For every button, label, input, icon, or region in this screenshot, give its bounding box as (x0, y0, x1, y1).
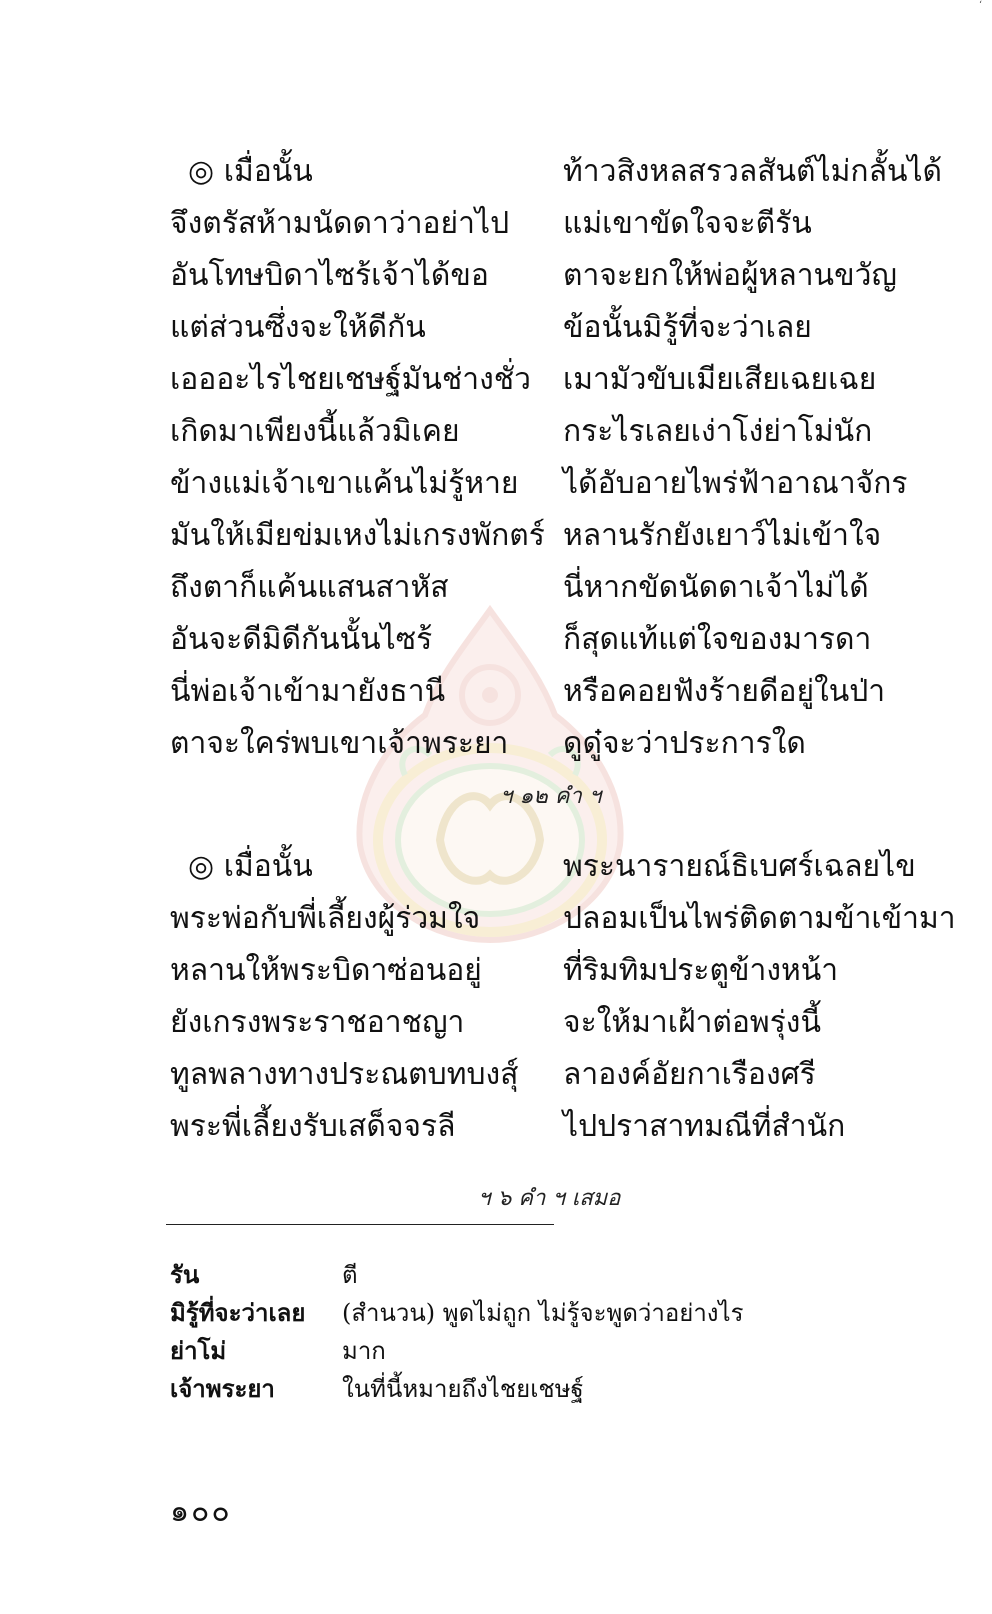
glossary-term: ย่าโม่ (170, 1336, 227, 1365)
glossary-definition: ตี (342, 1261, 358, 1289)
verse-line (170, 302, 930, 354)
verse-left: ◎ เมื่อนั้น (188, 154, 313, 189)
verse-right: ท้าวสิงหลสรวลสันต์ไม่กลั้นได้ (563, 154, 943, 189)
verse-left: ข้างแม่เจ้าเขาแค้นไม่รู้หาย (170, 466, 519, 501)
verse-left: พระพี่เลี้ยงรับเสด็จจรลี (170, 1109, 456, 1144)
glossary-row (170, 1332, 890, 1370)
verse-left: อันโทษบิดาไซร้เจ้าได้ขอ (170, 258, 489, 293)
page-number: ๑๐๐ (170, 1494, 232, 1529)
verse-left: หลานให้พระบิดาซ่อนอยู่ (170, 953, 482, 988)
glossary-term: เจ้าพระยา (170, 1374, 275, 1403)
glossary-term: รัน (170, 1260, 200, 1289)
verse-line (170, 198, 930, 250)
verse-left: ตาจะใคร่พบเขาเจ้าพระยา (170, 726, 509, 761)
verse-right: ปลอมเป็นไพร่ติดตามข้าเข้ามา (563, 901, 956, 936)
verse-line (170, 562, 930, 614)
verse-right: เมามัวขับเมียเสียเฉยเฉย (563, 362, 877, 397)
verse-line (170, 510, 930, 562)
glossary (170, 1256, 890, 1408)
stanza-2-count: ฯ ๖ คำ ฯ เสมอ (478, 1186, 621, 1211)
verse-left: ◎ เมื่อนั้น (188, 849, 313, 884)
verse-line (170, 893, 956, 945)
verse-line (170, 997, 930, 1049)
verse-left: นี่พ่อเจ้าเข้ามายังธานี (170, 674, 446, 709)
verse-right: ไปปราสาทมณีที่สำนัก (563, 1109, 846, 1144)
stanza-1-count: ฯ ๑๒ คำ ฯ (500, 784, 602, 809)
verse-right: ดูดู๋จะว่าประการใด (563, 726, 806, 761)
stanza-2 (170, 841, 956, 1153)
verse-left: พระพ่อกับพี่เลี้ยงผู้ร่วมใจ (170, 901, 481, 936)
glossary-row (170, 1294, 890, 1332)
stanza-1 (170, 146, 943, 770)
glossary-definition: ในที่นี้หมายถึงไชยเชษฐ์ (342, 1375, 584, 1403)
verse-left: จึงตรัสห้ามนัดดาว่าอย่าไป (170, 206, 510, 241)
verse-line (170, 718, 930, 770)
verse-left: มันให้เมียข่มเหงไม่เกรงพักตร์ (170, 518, 545, 553)
verse-line (170, 146, 943, 198)
glossary-term: มิรู้ที่จะว่าเลย (170, 1298, 306, 1327)
verse-right: ได้อับอายไพร่ฟ้าอาณาจักร (563, 466, 908, 501)
verse-line (170, 614, 930, 666)
verse-left: อันจะดีมิดีกันนั้นไซร้ (170, 622, 433, 657)
verse-left: เกิดมาเพียงนี้แล้วมิเคย (170, 414, 460, 449)
verse-right: นี่หากขัดนัดดาเจ้าไม่ได้ (563, 570, 869, 605)
verse-line (170, 354, 930, 406)
verse-right: ก็สุดแท้แต่ใจของมารดา (563, 622, 872, 657)
footnote-divider (166, 1224, 554, 1225)
verse-right: หรือคอยฟังร้ายดีอยู่ในป่า (563, 674, 886, 709)
verse-line (170, 1101, 930, 1153)
verse-right: หลานรักยังเยาว์ไม่เข้าใจ (563, 518, 882, 553)
corner-mark: ʻ (978, 0, 982, 11)
verse-left: ถึงตาก็แค้นแสนสาหัส (170, 570, 449, 605)
verse-right: กระไรเลยเง่าโง่ย่าโม่นัก (563, 414, 873, 449)
verse-right: แม่เขาขัดใจจะตีรัน (563, 206, 812, 241)
verse-right: พระนารายณ์ธิเบศร์เฉลยไข (563, 849, 916, 884)
glossary-row (170, 1370, 890, 1408)
verse-left: เอออะไรไชยเชษฐ์มันช่างชั่ว (170, 362, 531, 397)
verse-line (170, 406, 930, 458)
verse-line (170, 666, 930, 718)
verse-left: ยังเกรงพระราชอาชญา (170, 1005, 465, 1040)
verse-left: แต่ส่วนซึ่งจะให้ดีกัน (170, 310, 426, 345)
verse-line (170, 945, 930, 997)
verse-line (170, 841, 930, 893)
verse-right: ตาจะยกให้พ่อผู้หลานขวัญ (563, 258, 897, 293)
glossary-definition: (สำนวน) พูดไม่ถูก ไม่รู้จะพูดว่าอย่างไร (342, 1299, 744, 1327)
verse-line (170, 250, 930, 302)
verse-right: ที่ริมทิมประตูข้างหน้า (563, 953, 839, 988)
verse-right: จะให้มาเฝ้าต่อพรุ่งนี้ (563, 1005, 821, 1040)
verse-right: ข้อนั้นมิรู้ที่จะว่าเลย (563, 310, 812, 345)
verse-line (170, 1049, 930, 1101)
glossary-row (170, 1256, 890, 1294)
verse-right: ลาองค์อัยกาเรืองศรี (563, 1057, 816, 1092)
verse-line (170, 458, 930, 510)
verse-left: ทูลพลางทางประณตบทบงสุ์ (170, 1057, 519, 1092)
glossary-definition: มาก (342, 1337, 386, 1365)
